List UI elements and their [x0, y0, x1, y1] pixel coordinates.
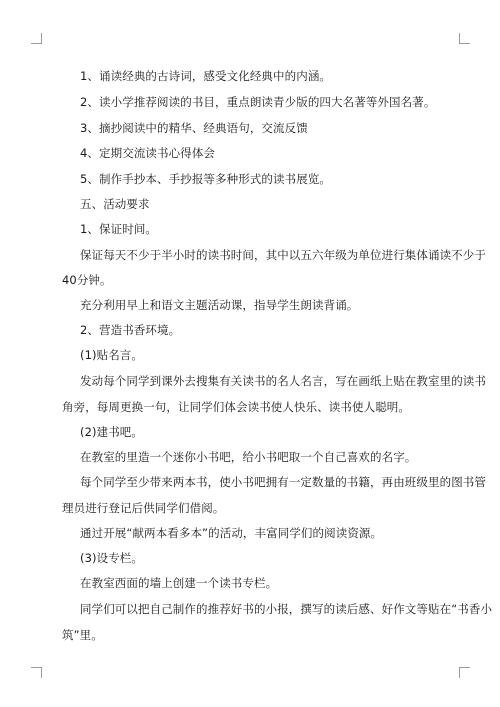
- subsection-heading: 2、营造书香环境。: [80, 323, 181, 337]
- paragraph-line: 角旁，每周更换一句，让同学们体会读书使人快乐、读书使人聪明。: [62, 400, 410, 414]
- list-item: 1、诵读经典的古诗词，感受文化经典中的内涵。: [80, 69, 332, 83]
- paragraph-line: 在教室的里造一个迷你小书吧，给小书吧取一个自己喜欢的名字。: [80, 450, 417, 464]
- item-heading: (1)贴名言。: [80, 348, 143, 362]
- paragraph-line: 在教室西面的墙上创建一个读书专栏。: [80, 576, 278, 590]
- list-item: 4、定期交流读书心得体会: [80, 146, 216, 160]
- paragraph-line: 筑”里。: [62, 628, 103, 642]
- list-item: 3、摘抄阅读中的精华、经典语句，交流反馈: [80, 121, 308, 135]
- paragraph-line: 40分钟。: [62, 273, 112, 287]
- paragraph-line: 通过开展“献两本看多本”的活动，丰富同学们的阅读资源。: [80, 526, 383, 540]
- list-item: 5、制作手抄本、手抄报等多种形式的读书展览。: [80, 172, 332, 186]
- crop-mark-top-right: [459, 33, 470, 44]
- list-item: 2、读小学推荐阅读的书目，重点朗读青少版的四大名著等外国名著。: [80, 95, 436, 109]
- paragraph-line: 理员进行登记后供同学们借阅。: [62, 501, 225, 515]
- item-heading: (3)设专栏。: [80, 551, 143, 565]
- paragraph-line: 发动每个同学到课外去搜集有关读书的名人名言，写在画纸上贴在教室里的读书: [80, 374, 486, 388]
- subsection-heading: 1、保证时间。: [80, 222, 158, 236]
- crop-mark-top-left: [31, 33, 42, 44]
- crop-mark-bottom-left: [31, 667, 42, 678]
- paragraph-line: 充分利用早上和语文主题活动课，指导学生朗读背诵。: [80, 298, 359, 312]
- paragraph-line: 同学们可以把自己制作的推荐好书的小报，撰写的读后感、好作文等贴在“书香小: [80, 602, 493, 616]
- paragraph-line: 每个同学至少带来两本书，使小书吧拥有一定数量的书籍，再由班级里的图书管: [80, 475, 486, 489]
- paragraph-line: 保证每天不少于半小时的读书时间，其中以五六年级为单位进行集体诵读不少于: [80, 248, 486, 262]
- section-heading: 五、活动要求: [80, 197, 150, 211]
- item-heading: (2)建书吧。: [80, 425, 143, 439]
- crop-mark-bottom-right: [459, 667, 470, 678]
